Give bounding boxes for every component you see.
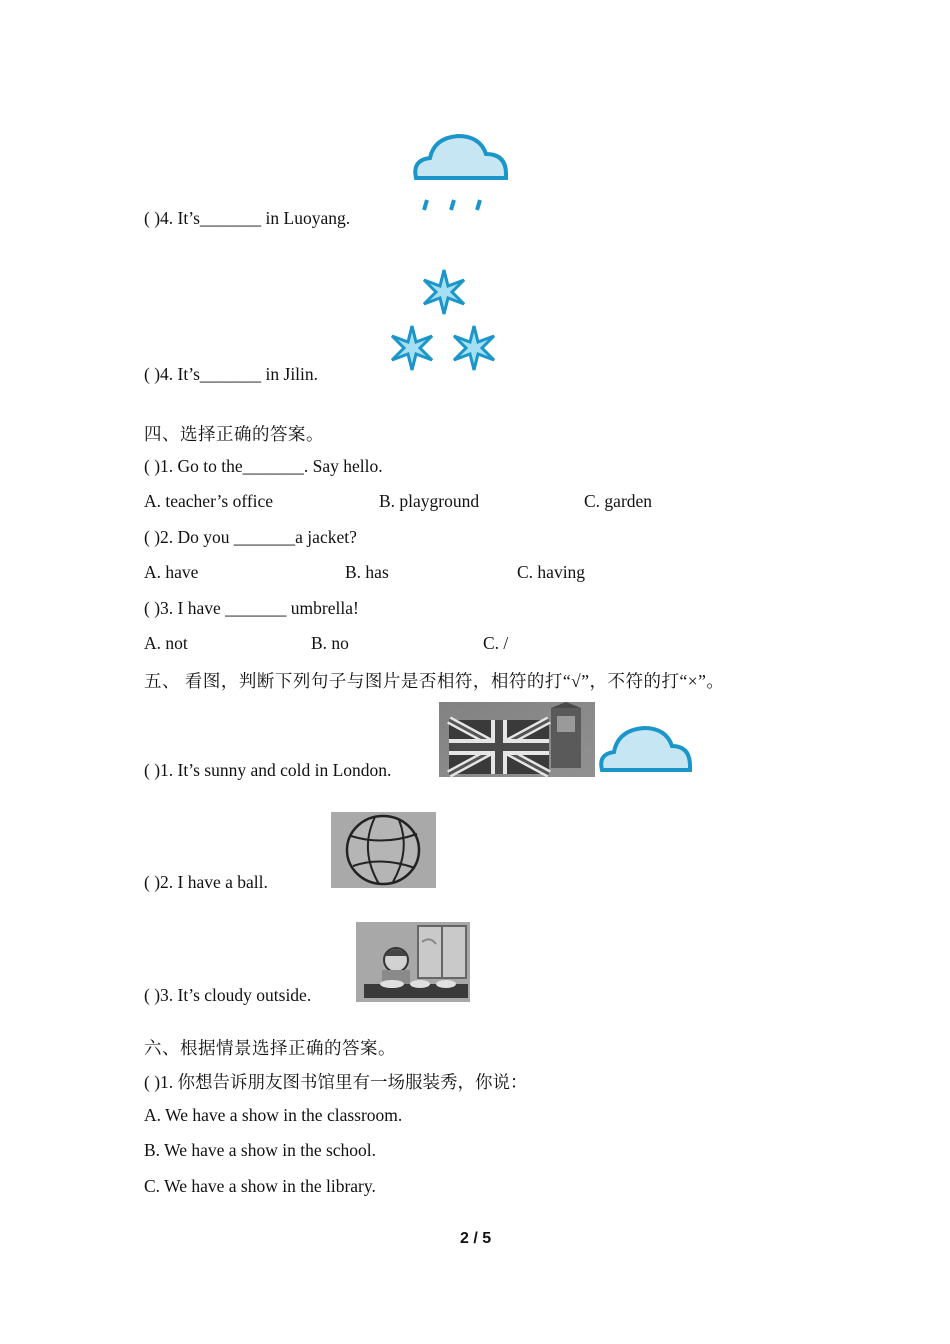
section-6-title: 六、根据情景选择正确的答案。 (144, 1038, 396, 1058)
s6-q1-stem: ( )1. 你想告诉朋友图书馆里有一场服装秀，你说： (144, 1072, 528, 1092)
s4-q3-option-b: B. no (311, 633, 349, 653)
s4-q2-stem: ( )2. Do you _______a jacket? (144, 527, 357, 547)
s4-q3-stem: ( )3. I have _______ umbrella! (144, 598, 359, 618)
s4-q2-option-c: C. having (517, 562, 586, 582)
s4-q1-option-a: A. teacher’s office (144, 491, 274, 511)
boy-at-window-photo (356, 922, 470, 1002)
page-number: 2 / 5 (460, 1230, 492, 1247)
snowflake-icon (386, 266, 502, 376)
s5-q2: ( )2. I have a ball. (144, 872, 268, 892)
s6-q1-option-a: A. We have a show in the classroom. (144, 1105, 403, 1125)
s4-q3-option-c: C. / (483, 633, 509, 653)
s4-q1-stem: ( )1. Go to the_______. Say hello. (144, 456, 383, 476)
section-4-title: 四、选择正确的答案。 (144, 424, 324, 444)
question-luoyang: ( )4. It’s_______ in Luoyang. (144, 208, 351, 228)
s4-q1-option-c: C. garden (584, 491, 653, 511)
s5-q1: ( )1. It’s sunny and cold in London. (144, 760, 392, 780)
section-5-title: 五、 看图，判断下列句子与图片是否相符，相符的打“√”，不符的打“×”。 (144, 671, 725, 691)
s6-q1-option-c: C. We have a show in the library. (144, 1176, 376, 1196)
s5-q3: ( )3. It’s cloudy outside. (144, 985, 312, 1005)
s6-q1-option-b: B. We have a show in the school. (144, 1140, 377, 1160)
basketball-drawing (331, 812, 436, 888)
question-jilin: ( )4. It’s_______ in Jilin. (144, 364, 319, 384)
cloud-icon (598, 724, 694, 774)
s4-q1-option-b: B. playground (379, 491, 480, 511)
s4-q3-option-a: A. not (144, 633, 188, 653)
s4-q2-option-b: B. has (345, 562, 389, 582)
uk-flag-photo (439, 702, 595, 777)
s4-q2-option-a: A. have (144, 562, 199, 582)
rain-cloud-icon (410, 130, 510, 212)
